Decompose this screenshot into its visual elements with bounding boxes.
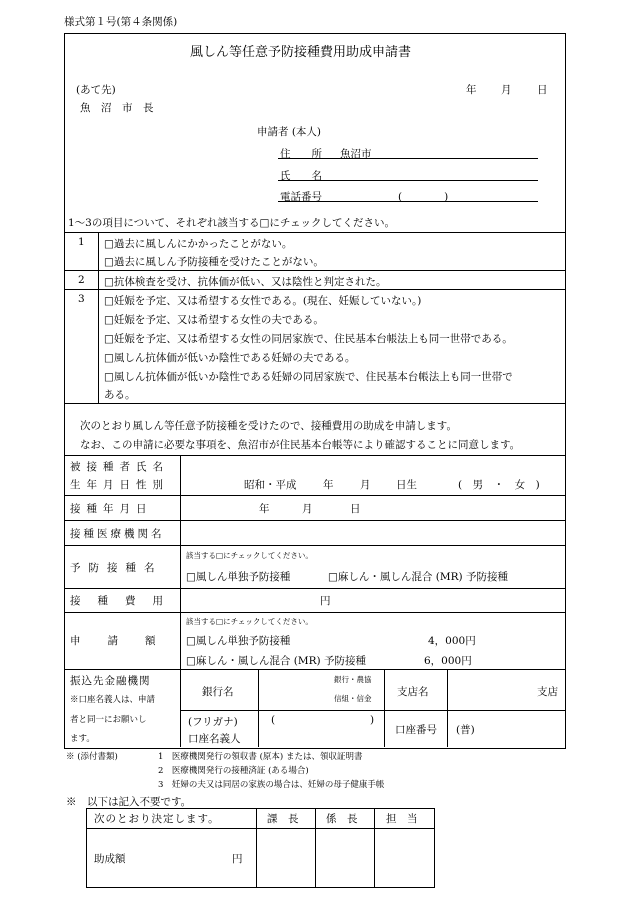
applicant-heading: 申請者 (本人) (257, 126, 322, 138)
rule (64, 588, 566, 589)
cost-yen: 円 (320, 595, 331, 607)
grant-amount-label: 助成額 (94, 853, 126, 865)
account-holder-label: 口座名義人 (188, 733, 241, 745)
declaration-line: なお、この申請に必要な事項を、魚沼市が住民基本台帳等により確認することに同意します。 (80, 439, 521, 451)
rule (374, 808, 375, 887)
name-field[interactable] (278, 180, 538, 181)
addressee-label: (あて先) (76, 84, 116, 96)
checkbox-item[interactable]: □風しん抗体価が低いか陰性である妊婦の夫である。 (104, 352, 356, 364)
declaration-line: 次のとおり風しん等任意予防接種を受けたので、接種費用の助成を申請します。 (80, 420, 457, 432)
birth-day: 日生 (396, 479, 417, 491)
vacc-month: 月 (302, 503, 313, 515)
amount-value-rubella: 4，000円 (428, 635, 476, 647)
checkbox-item[interactable]: □妊娠を予定、又は希望する女性の同居家族で、住民基本台帳法上も同一世帯である。 (104, 333, 513, 345)
amount-label: 申請額 (70, 635, 183, 647)
furigana-paren-open: ( (271, 714, 276, 726)
amount-check-note: 該当する□にチェックしてください。 (186, 617, 313, 626)
form-number: 様式第１号(第４条関係) (64, 16, 178, 28)
rule (315, 808, 316, 887)
rule (64, 495, 566, 496)
item-continuation: ある。 (104, 389, 136, 401)
clinic-field[interactable] (186, 524, 558, 542)
era-options[interactable]: 昭和・平成 (244, 479, 297, 491)
decision-text: 次のとおり決定します。 (94, 813, 220, 825)
address-underline (278, 158, 538, 159)
bank-types[interactable]: 銀行・農協 (334, 675, 372, 684)
name-label: 氏 名 (280, 170, 322, 182)
chief-label: 係 長 (326, 813, 358, 825)
account-number-label: 口座番号 (395, 724, 437, 736)
rule (447, 669, 448, 747)
vacc-day: 日 (350, 503, 361, 515)
vaccine-option-mr[interactable]: □麻しん・風しん混合 (MR) 予防接種 (328, 571, 508, 583)
rule (180, 710, 566, 711)
form-title: 風しん等任意予防接種費用助成申請書 (190, 45, 412, 60)
bank-note: ます。 (70, 734, 95, 744)
grant-yen: 円 (232, 853, 243, 865)
attachment-item: 2 医療機関発行の接種済証 (ある場合) (158, 766, 309, 776)
staff-label: 担 当 (386, 813, 418, 825)
address-field[interactable]: 魚沼市 (340, 148, 372, 160)
mayor: 魚 沼 市 長 (80, 102, 154, 114)
bank-note: 者と同一にお願いし (70, 715, 147, 725)
phone-paren: ( ) (398, 191, 449, 203)
office-note: ※ 以下は記入不要です。 (66, 796, 192, 808)
checkbox-item[interactable]: □過去に風しんにかかったことがない。 (104, 238, 293, 250)
item-number: 3 (78, 293, 85, 305)
furigana-paren-close: ) (370, 714, 375, 726)
vaccine-check-note: 該当する□にチェックしてください。 (186, 551, 313, 560)
rule (64, 669, 566, 670)
rule (64, 520, 566, 521)
sex-options[interactable]: ( 男 ・ 女 ) (458, 479, 540, 491)
furigana-label: (フリガナ) (188, 716, 238, 728)
rule (180, 455, 181, 747)
checkbox-item[interactable]: □風しん抗体価が低いか陰性である妊婦の同居家族で、住民基本台帳法上も同一世帯で (104, 371, 513, 383)
birth-month: 月 (360, 479, 371, 491)
rule (384, 669, 385, 747)
branch-name-label: 支店名 (397, 686, 429, 698)
checkbox-item[interactable]: □過去に風しん予防接種を受けたことがない。 (104, 256, 324, 268)
bank-label: 振込先金融機関 (70, 675, 151, 687)
rule (64, 232, 566, 233)
clinic-label: 接種医療機関名 (70, 528, 165, 540)
item-number: 2 (78, 274, 85, 286)
account-type: (普) (456, 724, 475, 736)
amount-option-mr[interactable]: □麻しん・風しん混合 (MR) 予防接種 (186, 655, 366, 667)
rule (64, 545, 566, 546)
rule (98, 232, 99, 403)
vaccine-label: 予防接種名 (70, 562, 163, 574)
bank-note: ※口座名義人は、申請 (70, 695, 156, 705)
patient-name-label: 被接種者氏名 (70, 461, 169, 473)
cost-label: 接種費用 (70, 595, 180, 607)
checkbox-item[interactable]: □妊娠を予定、又は希望する女性である。(現在、妊娠していない。) (104, 295, 422, 307)
phone-label: 電話番号 (280, 191, 322, 203)
rule (64, 455, 566, 456)
rule (258, 669, 259, 747)
address-label: 住 所 (280, 148, 322, 160)
branch-suffix: 支店 (537, 686, 558, 698)
amount-value-mr: 6，000円 (424, 655, 472, 667)
checkbox-item[interactable]: □抗体検査を受け、抗体価が低い、又は陰性と判定された。 (104, 276, 387, 288)
date-year: 年 (466, 84, 477, 96)
attachment-item: 1 医療機関発行の領収書 (原本) または、領収証明書 (158, 752, 363, 762)
checkbox-item[interactable]: □妊娠を予定、又は希望する女性の夫である。 (104, 314, 324, 326)
rule (86, 828, 434, 829)
birth-sex-label: 生年月日性別 (70, 479, 169, 491)
rule (64, 270, 566, 271)
rule (64, 403, 566, 404)
rule (256, 808, 257, 887)
instruction: 1～3の項目について、それぞれ該当する□にチェックしてください。 (68, 217, 396, 229)
rule (64, 612, 566, 613)
item-number: 1 (78, 236, 85, 248)
phone-field[interactable] (278, 201, 538, 202)
rule (64, 289, 566, 290)
bank-name-label: 銀行名 (202, 686, 234, 698)
bank-types[interactable]: 信組・信金 (334, 694, 372, 703)
amount-option-rubella[interactable]: □風しん単独予防接種 (186, 635, 291, 647)
vacc-year: 年 (259, 503, 270, 515)
vaccine-option-rubella[interactable]: □風しん単独予防接種 (186, 571, 291, 583)
attachment-item: 3 妊婦の夫又は同居の家族の場合は、妊婦の母子健康手帳 (158, 780, 385, 790)
birth-year: 年 (323, 479, 334, 491)
section-chief-label: 課 長 (267, 813, 299, 825)
vacc-date-label: 接種年月日 (70, 503, 153, 515)
attachments-label: ※ (添付書類) (66, 752, 118, 762)
date-day: 日 (537, 84, 548, 96)
date-month: 月 (501, 84, 512, 96)
